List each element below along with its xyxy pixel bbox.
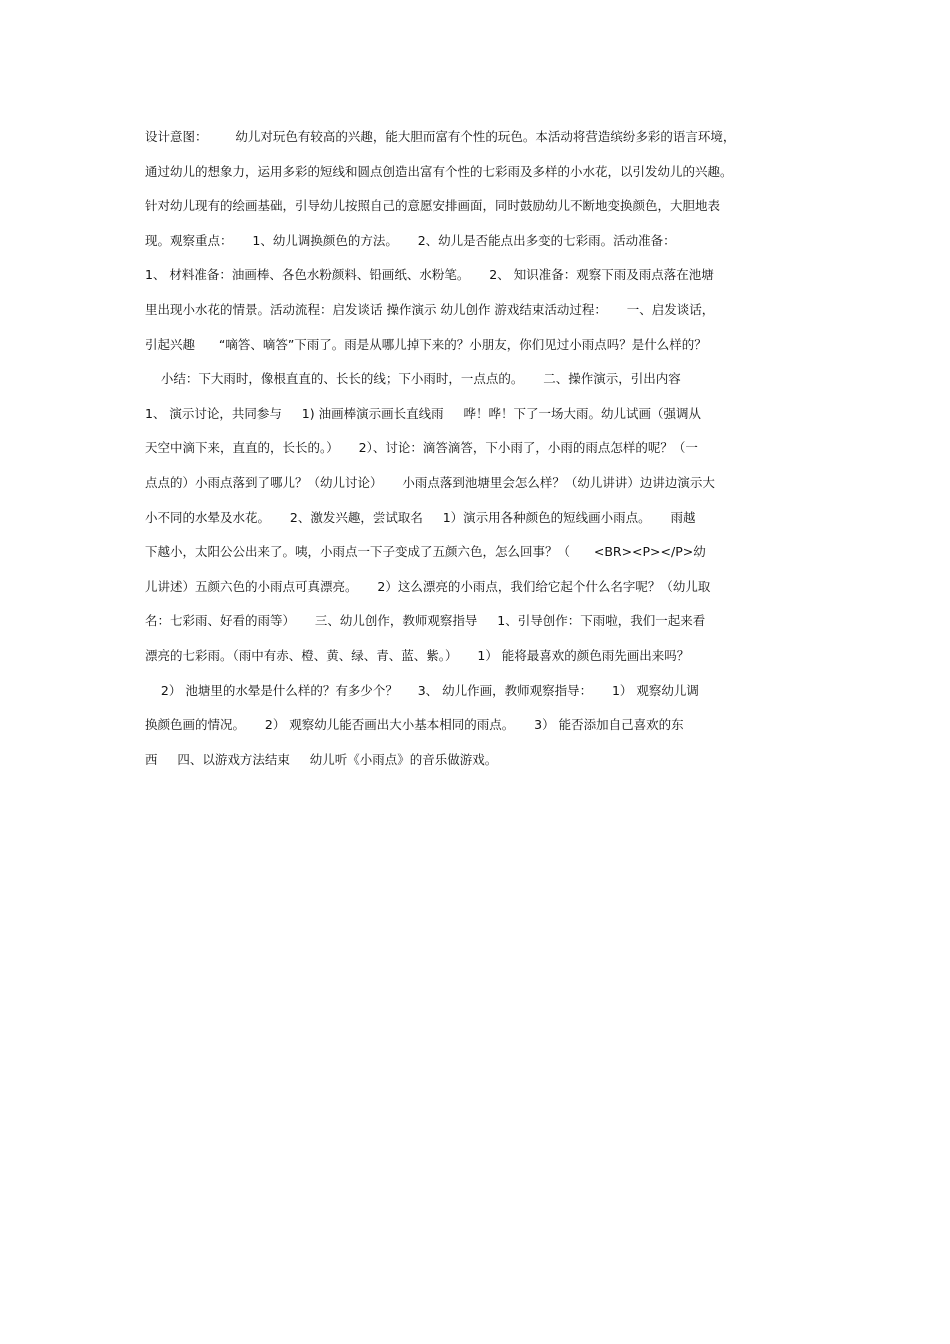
text-line: 引起兴趣 “嘀答、嘀答”下雨了。雨是从哪儿掉下来的？小朋友，你们见过小雨点吗？是什么样的？ [145,336,707,352]
document-body [145,124,815,781]
text-line: 2） 池塘里的水晕是什么样的？有多少个？ 3、 幼儿作画，教师观察指导： 1） 观察幼儿调 [145,682,699,698]
text-line: 漂亮的七彩雨。（雨中有赤、橙、黄、绿、青、蓝、紫。） 1） 能将最喜欢的颜色雨先画出来吗？ [145,647,690,663]
text-line: 现。观察重点： 1、幼儿调换颜色的方法。 2、幼儿是否能点出多变的七彩雨。活动准备： [145,232,676,248]
text-line: 小不同的水晕及水花。 2、激发兴趣，尝试取名 1）演示用各种颜色的短线画小雨点。 雨越 [145,509,696,525]
text-line: 西 四、以游戏方法结束 幼儿听《小雨点》的音乐做游戏。 [145,751,498,767]
text-line: 下越小，太阳公公出来了。咦，小雨点一下子变成了五颜六色，怎么回事？（ <BR><P></P>幼 [145,544,706,560]
text-line: 换颜色画的情况。 2） 观察幼儿能否画出大小基本相同的雨点。 3） 能否添加自己喜欢的东 [145,717,684,733]
text-line: 针对幼儿现有的绘画基础，引导幼儿按照自己的意愿安排画面，同时鼓励幼儿不断地变换颜色，大胆地表 [145,198,721,214]
text-line: 儿讲述）五颜六色的小雨点可真漂亮。 2）这么漂亮的小雨点，我们给它起个什么名字呢？（幼儿取 [145,578,711,594]
text-line: 天空中滴下来，直直的，长长的。） 2）、讨论：滴答滴答，下小雨了，小雨的雨点怎样的呢？（一 [145,440,698,456]
text-line: 里出现小水花的情景。活动流程：启发谈话 操作演示 幼儿创作 游戏结束活动过程： 一、启发谈话， [145,301,715,317]
text-line: 小结：下大雨时，像根直直的、长长的线；下小雨时，一点点的。 二、操作演示，引出内容 [145,371,681,387]
text-line: 点点的）小雨点落到了哪儿？（幼儿讨论） 小雨点落到池塘里会怎么样？（幼儿讲讲）边讲边演示大 [145,474,715,490]
text-line: 设计意图： 幼儿对玩色有较高的兴趣，能大胆而富有个性的玩色。本活动将营造缤纷多彩的语言环境， [145,129,736,144]
text-line: 1、 演示讨论，共同参与 1) 油画棒演示画长直线雨 哗！哗！下了一场大雨。幼儿试画（强调从 [145,405,701,421]
text-line: 1、 材料准备：油画棒、各色水粉颜料、铅画纸、水粉笔。 2、 知识准备：观察下雨及雨点落在池塘 [145,267,714,283]
text-line: 名：七彩雨、好看的雨等） 三、幼儿创作，教师观察指导 1、引导创作：下雨啦，我们一起来看 [145,613,706,629]
text-line: 通过幼儿的想象力，运用多彩的短线和圆点创造出富有个性的七彩雨及多样的小水花，以引发幼儿的兴趣。 [145,163,733,179]
